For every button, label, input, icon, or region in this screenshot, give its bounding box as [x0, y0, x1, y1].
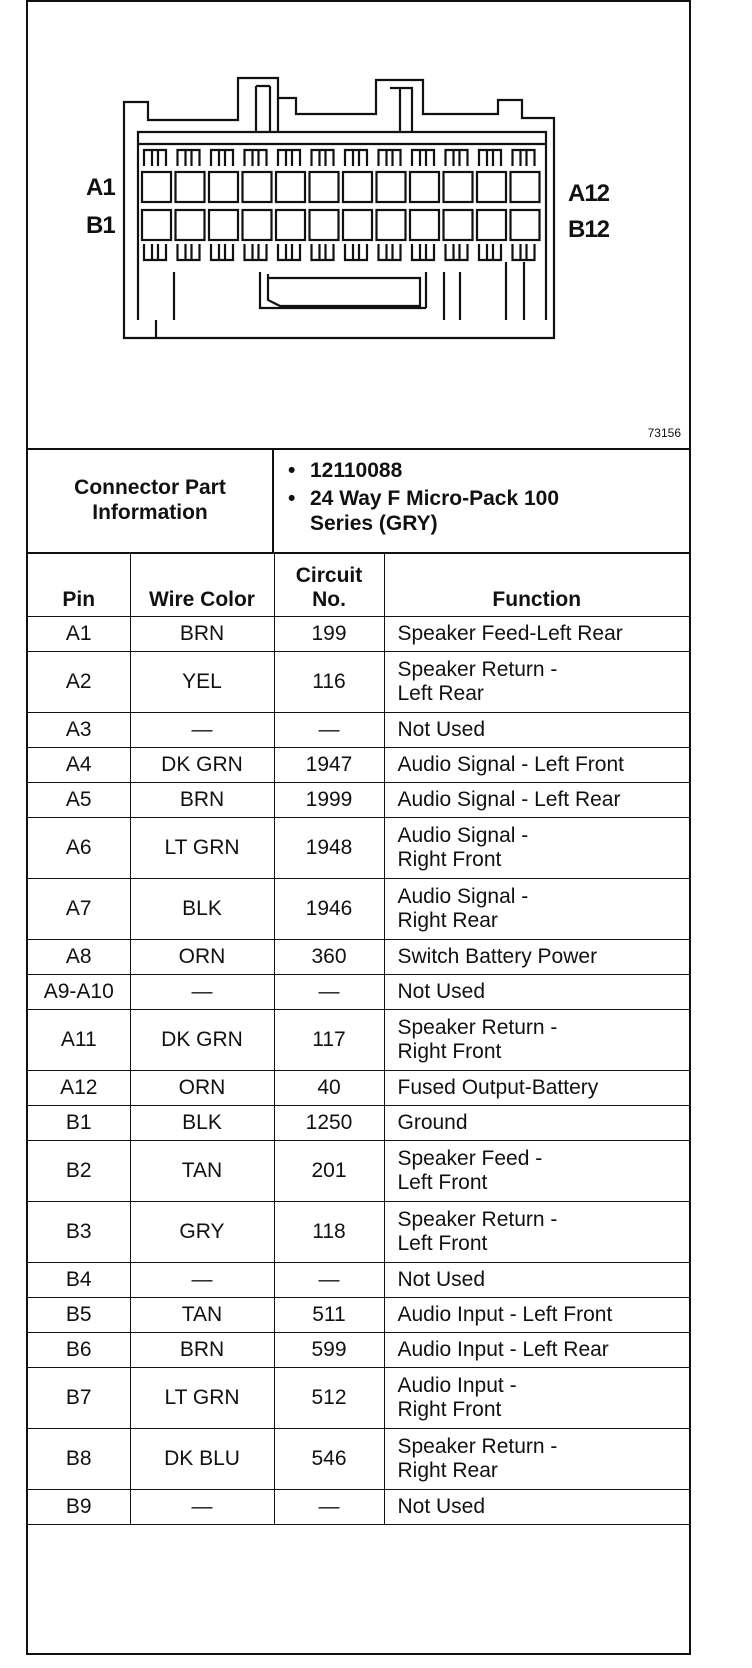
function-cell: [384, 652, 689, 713]
cavity-a: [142, 172, 171, 202]
pin-cell: B2: [28, 1141, 130, 1202]
wire-color-cell: —: [130, 1263, 274, 1298]
terminal-latch-icon: [479, 150, 501, 166]
pin-cell: B7: [28, 1368, 130, 1429]
cavity-a: [444, 172, 473, 202]
function-line2: Left Front: [397, 1171, 488, 1194]
function-cell: [384, 1298, 689, 1333]
terminal-latch-icon: [379, 150, 401, 166]
table-row: [28, 818, 689, 879]
terminal-latch-icon: [379, 244, 401, 260]
connector-info-label-line2: Information: [92, 501, 208, 524]
circuit-cell: —: [274, 975, 384, 1010]
cavity-a: [477, 172, 506, 202]
table-row: [28, 975, 689, 1010]
pin-cell: A7: [28, 879, 130, 940]
function-line1: Speaker Feed-Left Rear: [397, 622, 623, 645]
connector-info-label-line1: Connector Part: [74, 476, 226, 499]
description-item: [288, 486, 683, 536]
pin-cell: A6: [28, 818, 130, 879]
function-cell: [384, 1333, 689, 1368]
function-line1: Speaker Feed -: [397, 1147, 543, 1170]
pin-cell: A5: [28, 783, 130, 818]
wire-color-cell: LT GRN: [130, 1368, 274, 1429]
function-cell: [384, 818, 689, 879]
pin-cell: B1: [28, 1106, 130, 1141]
wire-color-cell: BRN: [130, 617, 274, 652]
pin-label-a1: A1: [86, 174, 115, 201]
cavity-a: [343, 172, 372, 202]
function-cell: [384, 617, 689, 652]
function-line1: Audio Signal -: [397, 824, 529, 847]
cavity-a: [511, 172, 540, 202]
wire-color-cell: GRY: [130, 1202, 274, 1263]
wire-color-cell: TAN: [130, 1141, 274, 1202]
connector-sheet: [26, 0, 691, 1655]
pinout-table: [28, 552, 689, 1525]
table-row: [28, 1490, 689, 1525]
wire-color-cell: ORN: [130, 940, 274, 975]
terminal-latch-icon: [178, 244, 200, 260]
function-cell: [384, 1263, 689, 1298]
table-row: [28, 1333, 689, 1368]
part-number-item: [288, 458, 683, 483]
table-row: [28, 748, 689, 783]
terminal-latch-icon: [513, 244, 535, 260]
circuit-cell: 546: [274, 1429, 384, 1490]
circuit-cell: —: [274, 1263, 384, 1298]
table-row: [28, 1010, 689, 1071]
terminal-latch-icon: [345, 244, 367, 260]
function-cell: [384, 975, 689, 1010]
function-line1: Audio Signal -: [397, 885, 529, 908]
cavity-b: [176, 210, 205, 240]
terminal-latch-icon: [446, 150, 468, 166]
description-line1: 24 Way F Micro-Pack 100: [310, 487, 560, 510]
pin-label-a12: A12: [568, 180, 610, 207]
header-circuit: [274, 553, 384, 617]
wire-color-cell: YEL: [130, 652, 274, 713]
header-pin: Pin: [28, 553, 130, 617]
table-row: [28, 1263, 689, 1298]
function-cell: [384, 1071, 689, 1106]
header-circuit-line1: Circuit: [295, 564, 363, 587]
function-cell: [384, 748, 689, 783]
function-cell: [384, 783, 689, 818]
function-line1: Speaker Return -: [397, 658, 558, 681]
pin-cell: B8: [28, 1429, 130, 1490]
table-row: [28, 1141, 689, 1202]
cavity-b: [410, 210, 439, 240]
cavity-a: [410, 172, 439, 202]
connector-info-values: [288, 458, 683, 539]
cavity-a: [377, 172, 406, 202]
wire-color-cell: DK BLU: [130, 1429, 274, 1490]
circuit-cell: 116: [274, 652, 384, 713]
function-line1: Not Used: [397, 1495, 486, 1518]
function-cell: [384, 879, 689, 940]
cavity-b: [477, 210, 506, 240]
header-wire-color: Wire Color: [130, 553, 274, 617]
header-circuit-line2: No.: [312, 588, 346, 611]
circuit-cell: 512: [274, 1368, 384, 1429]
connector-part-info: [28, 448, 689, 554]
table-row: [28, 617, 689, 652]
table-row: [28, 1106, 689, 1141]
part-number: 12110088: [310, 459, 403, 482]
table-row: [28, 1368, 689, 1429]
pin-cell: B4: [28, 1263, 130, 1298]
circuit-cell: 360: [274, 940, 384, 975]
function-line1: Fused Output-Battery: [397, 1076, 599, 1099]
cavity-a: [176, 172, 205, 202]
pin-label-b12: B12: [568, 216, 610, 243]
circuit-cell: 118: [274, 1202, 384, 1263]
cavity-b: [209, 210, 238, 240]
wire-color-cell: —: [130, 975, 274, 1010]
function-line2: Right Front: [397, 1040, 502, 1063]
circuit-cell: 117: [274, 1010, 384, 1071]
table-row: [28, 1071, 689, 1106]
circuit-cell: 1947: [274, 748, 384, 783]
table-header-row: [28, 553, 689, 617]
terminal-latch-icon: [412, 244, 434, 260]
wire-color-cell: —: [130, 713, 274, 748]
cavity-b: [377, 210, 406, 240]
cavity-b: [444, 210, 473, 240]
function-cell: [384, 1010, 689, 1071]
pin-cell: B6: [28, 1333, 130, 1368]
function-line1: Ground: [397, 1111, 468, 1134]
wire-color-cell: BLK: [130, 879, 274, 940]
circuit-cell: 201: [274, 1141, 384, 1202]
cavity-b: [343, 210, 372, 240]
terminal-latch-icon: [513, 150, 535, 166]
function-line2: Right Rear: [397, 1459, 498, 1482]
function-cell: [384, 1202, 689, 1263]
function-cell: [384, 1106, 689, 1141]
table-row: [28, 879, 689, 940]
function-cell: [384, 1429, 689, 1490]
pin-cell: A2: [28, 652, 130, 713]
circuit-cell: 511: [274, 1298, 384, 1333]
pin-label-b1: B1: [86, 212, 115, 239]
pin-cell: A3: [28, 713, 130, 748]
function-line1: Not Used: [397, 718, 486, 741]
circuit-cell: —: [274, 713, 384, 748]
connector-diagram: [28, 2, 689, 450]
function-line2: Left Front: [397, 1232, 488, 1255]
wire-color-cell: LT GRN: [130, 818, 274, 879]
pin-cell: A8: [28, 940, 130, 975]
figure-number: 73156: [647, 426, 681, 440]
wire-color-cell: BRN: [130, 1333, 274, 1368]
wire-color-cell: DK GRN: [130, 748, 274, 783]
circuit-cell: 1946: [274, 879, 384, 940]
function-cell: [384, 713, 689, 748]
function-line1: Speaker Return -: [397, 1435, 558, 1458]
terminal-latch-icon: [144, 150, 166, 166]
cavity-b: [310, 210, 339, 240]
function-cell: [384, 1490, 689, 1525]
pin-cell: A9-A10: [28, 975, 130, 1010]
function-cell: [384, 1368, 689, 1429]
function-line2: Right Front: [397, 1398, 502, 1421]
pin-cell: A4: [28, 748, 130, 783]
table-row: [28, 1202, 689, 1263]
circuit-cell: 40: [274, 1071, 384, 1106]
cavity-b: [511, 210, 540, 240]
table-row: [28, 1298, 689, 1333]
terminal-latch-icon: [211, 150, 233, 166]
cavity-a: [209, 172, 238, 202]
function-line2: Right Front: [397, 848, 502, 871]
description-line2: Series (GRY): [310, 512, 438, 535]
pin-cell: B3: [28, 1202, 130, 1263]
bullet-icon: •: [288, 459, 296, 482]
terminal-latch-icon: [312, 244, 334, 260]
table-row: [28, 783, 689, 818]
circuit-cell: 1250: [274, 1106, 384, 1141]
function-cell: [384, 1141, 689, 1202]
terminal-latch-icon: [278, 244, 300, 260]
function-line1: Not Used: [397, 980, 486, 1003]
function-line1: Audio Input - Left Rear: [397, 1338, 609, 1361]
function-line1: Switch Battery Power: [397, 945, 598, 968]
pin-cell: A1: [28, 617, 130, 652]
terminal-latch-icon: [278, 150, 300, 166]
function-line1: Audio Signal - Left Front: [397, 753, 624, 776]
pin-cell: A12: [28, 1071, 130, 1106]
wire-color-cell: ORN: [130, 1071, 274, 1106]
cavity-b: [243, 210, 272, 240]
table-row: [28, 713, 689, 748]
cavity-b: [276, 210, 305, 240]
function-line1: Audio Input -: [397, 1374, 517, 1397]
cavity-b: [142, 210, 171, 240]
function-line1: Speaker Return -: [397, 1208, 558, 1231]
terminal-latch-icon: [345, 150, 367, 166]
function-line1: Speaker Return -: [397, 1016, 558, 1039]
table-row: [28, 940, 689, 975]
terminal-latch-icon: [245, 244, 267, 260]
pin-cell: B9: [28, 1490, 130, 1525]
connector-info-label: [28, 448, 274, 552]
bullet-icon: •: [288, 487, 296, 510]
cavity-a: [310, 172, 339, 202]
circuit-cell: 599: [274, 1333, 384, 1368]
wire-color-cell: DK GRN: [130, 1010, 274, 1071]
wire-color-cell: —: [130, 1490, 274, 1525]
circuit-cell: 1948: [274, 818, 384, 879]
terminal-latch-icon: [178, 150, 200, 166]
function-line1: Audio Signal - Left Rear: [397, 788, 621, 811]
terminal-latch-icon: [245, 150, 267, 166]
circuit-cell: 199: [274, 617, 384, 652]
terminal-latch-icon: [312, 150, 334, 166]
terminal-latch-icon: [446, 244, 468, 260]
function-line2: Right Rear: [397, 909, 498, 932]
wire-color-cell: BLK: [130, 1106, 274, 1141]
circuit-cell: —: [274, 1490, 384, 1525]
terminal-latch-icon: [211, 244, 233, 260]
circuit-cell: 1999: [274, 783, 384, 818]
terminal-latch-icon: [479, 244, 501, 260]
function-line2: Left Rear: [397, 682, 484, 705]
cavity-a: [243, 172, 272, 202]
function-line1: Audio Input - Left Front: [397, 1303, 613, 1326]
pin-cell: B5: [28, 1298, 130, 1333]
wire-color-cell: TAN: [130, 1298, 274, 1333]
cavity-a: [276, 172, 305, 202]
header-function: Function: [384, 553, 689, 617]
table-row: [28, 652, 689, 713]
function-cell: [384, 940, 689, 975]
terminal-latch-icon: [412, 150, 434, 166]
pin-cell: A11: [28, 1010, 130, 1071]
terminal-latch-icon: [144, 244, 166, 260]
wire-color-cell: BRN: [130, 783, 274, 818]
table-row: [28, 1429, 689, 1490]
function-line1: Not Used: [397, 1268, 486, 1291]
